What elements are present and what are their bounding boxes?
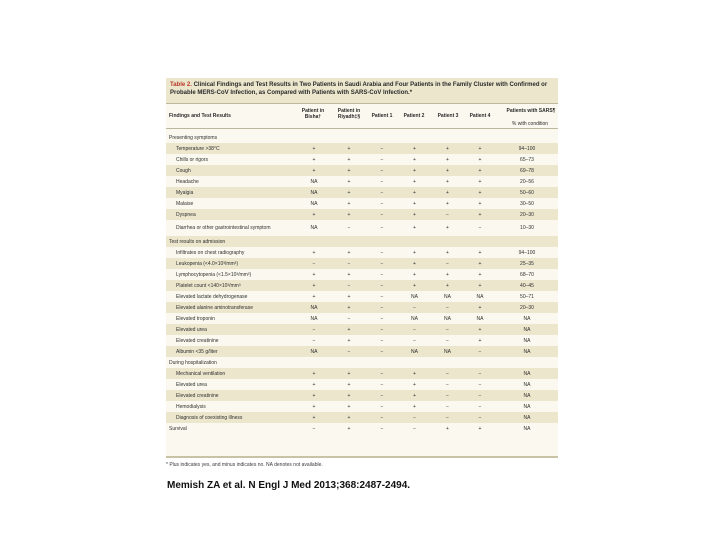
cell-value: 69–78 — [496, 165, 558, 176]
cell-value: + — [347, 156, 351, 163]
cell-value: 50–60 — [496, 187, 558, 198]
cell-value — [296, 132, 332, 143]
cell-value — [332, 132, 366, 143]
cell-value: − — [380, 293, 384, 300]
table-row — [166, 154, 558, 165]
cell-value: + — [312, 403, 316, 410]
col-patient-1: Patient 1 — [371, 113, 393, 119]
cell-value: NA — [496, 368, 558, 379]
row-label: Test results on admission — [166, 236, 296, 247]
cell-value: + — [413, 381, 416, 388]
cell-value: − — [366, 324, 398, 335]
col-findings: Findings and Test Results — [169, 113, 231, 119]
row-label: Survival — [169, 425, 187, 432]
cell-value: − — [366, 165, 398, 176]
table-row — [166, 209, 558, 220]
cell-value: + — [347, 249, 351, 256]
cell-value: − — [312, 337, 316, 344]
cell-value — [496, 132, 558, 143]
cell-value: − — [478, 381, 482, 388]
cell-value: + — [347, 271, 351, 278]
cell-value: + — [446, 271, 449, 278]
cell-value: + — [398, 390, 431, 401]
cell-value: + — [296, 280, 332, 291]
cell-value — [398, 132, 431, 143]
cell-value: − — [446, 403, 449, 410]
cell-value: − — [431, 258, 464, 269]
cell-value — [398, 357, 431, 368]
cell-value: + — [398, 209, 431, 220]
cell-value: NA — [310, 315, 318, 322]
cell-value: − — [380, 381, 384, 388]
cell-value: + — [347, 178, 351, 185]
row-label: Malaise — [176, 200, 194, 207]
col-riyadh: Patient in Riyadh‡§ — [337, 108, 361, 120]
table-caption: Clinical Findings and Test Results in Two Patients in Saudi Arabia and Four Patients in the Family Cluster with Confirmed or Probable MERS-CoV Infection, as Compared with Patients with SARS-CoV Infection.* — [170, 82, 548, 96]
cell-value: NA — [496, 346, 558, 357]
row-label: Elevated urea — [176, 381, 207, 388]
table-row — [166, 220, 558, 236]
cell-value: − — [380, 178, 384, 185]
cell-value: − — [366, 258, 398, 269]
row-label: Elevated creatinine — [176, 337, 219, 344]
cell-value: − — [431, 302, 464, 313]
cell-value: + — [312, 156, 316, 163]
cell-value: − — [366, 187, 398, 198]
cell-value: + — [446, 249, 449, 256]
cell-value: NA — [296, 187, 332, 198]
cell-value: − — [446, 381, 449, 388]
cell-value: + — [413, 200, 416, 207]
section-row — [166, 132, 558, 143]
table-row — [166, 176, 558, 187]
cell-value: + — [478, 425, 482, 432]
row-label: Elevated urea — [166, 324, 296, 335]
table-row — [166, 247, 558, 258]
cell-value: + — [431, 187, 464, 198]
cell-value: − — [366, 302, 398, 313]
cell-value: − — [332, 280, 366, 291]
cell-value: − — [464, 346, 496, 357]
cell-value: NA — [431, 346, 464, 357]
cell-value: NA — [296, 346, 332, 357]
column-headers — [166, 106, 558, 129]
cell-value: − — [464, 368, 496, 379]
table-row — [166, 401, 558, 412]
cell-value: + — [398, 187, 431, 198]
row-label: Cough — [166, 165, 296, 176]
cell-value: − — [312, 425, 316, 432]
cell-value — [296, 357, 332, 368]
cell-value: 65–73 — [520, 156, 534, 163]
cell-value: − — [431, 412, 464, 423]
cell-value: − — [398, 324, 431, 335]
panel-rule — [166, 456, 558, 458]
cell-value: + — [347, 293, 351, 300]
cell-value: + — [332, 302, 366, 313]
cell-value: − — [380, 337, 384, 344]
table-row — [166, 198, 558, 209]
cell-value: + — [464, 143, 496, 154]
cell-value: 25–35 — [496, 258, 558, 269]
cell-value — [398, 236, 431, 247]
cell-value: − — [464, 390, 496, 401]
cell-value: + — [464, 324, 496, 335]
table-row — [166, 368, 558, 379]
cell-value: + — [398, 280, 431, 291]
cell-value: − — [431, 390, 464, 401]
cell-value: + — [413, 225, 416, 231]
table-row — [166, 335, 558, 346]
cell-value: NA — [444, 315, 451, 322]
cell-value: − — [347, 225, 351, 231]
cell-value: NA — [496, 390, 558, 401]
cell-value: + — [478, 200, 482, 207]
cell-value: − — [380, 425, 384, 432]
cell-value: − — [366, 143, 398, 154]
table-row — [166, 346, 558, 357]
cell-value: − — [366, 209, 398, 220]
cell-value: + — [446, 156, 449, 163]
cell-value: − — [380, 225, 384, 231]
cell-value: + — [398, 143, 431, 154]
cell-value: − — [431, 324, 464, 335]
cell-value: − — [366, 412, 398, 423]
cell-value: + — [332, 209, 366, 220]
row-label: Albumin <35 g/liter — [166, 346, 296, 357]
cell-value: 30–50 — [520, 200, 534, 207]
cell-value: − — [366, 368, 398, 379]
row-label: Dyspnea — [166, 209, 296, 220]
cell-value: + — [446, 225, 449, 231]
row-label: Hemodialysis — [176, 403, 206, 410]
row-label: Diarrhea or other gastrointestinal symptom — [176, 225, 271, 231]
cell-value: − — [464, 412, 496, 423]
table-row — [166, 269, 558, 280]
row-label: Elevated creatinine — [166, 390, 296, 401]
cell-value: + — [398, 165, 431, 176]
cell-value: + — [347, 403, 351, 410]
cell-value — [431, 236, 464, 247]
cell-value: − — [366, 390, 398, 401]
citation: Memish ZA et al. N Engl J Med 2013;368:2487-2494. — [167, 480, 411, 491]
cell-value: − — [366, 280, 398, 291]
table-footnote: * Plus indicates yes, and minus indicates no. NA denotes not available. — [166, 462, 323, 468]
cell-value: 94–100 — [496, 143, 558, 154]
row-label: Myalgia — [166, 187, 296, 198]
table-row — [166, 390, 558, 401]
cell-value: NA — [310, 178, 318, 185]
cell-value: + — [413, 271, 416, 278]
cell-value: − — [296, 258, 332, 269]
cell-value — [464, 236, 496, 247]
cell-value: − — [478, 225, 482, 231]
cell-value: − — [446, 337, 449, 344]
cell-value: NA — [476, 293, 484, 300]
cell-value: + — [464, 165, 496, 176]
cell-value: + — [332, 165, 366, 176]
table-row — [166, 258, 558, 269]
row-label: Infiltrates on chest radiography — [176, 249, 245, 256]
row-label: Elevated troponin — [176, 315, 215, 322]
cell-value: + — [398, 368, 431, 379]
cell-value: 20–56 — [520, 178, 534, 185]
findings-table — [166, 132, 558, 434]
table-row — [166, 143, 558, 154]
col-patient-2: Patient 2 — [403, 113, 425, 119]
cell-value: + — [347, 425, 351, 432]
cell-value: − — [380, 200, 384, 207]
row-label: Lymphocytopenia (<1.5×10³/mm³) — [176, 271, 252, 278]
row-label: Presenting symptoms — [169, 134, 218, 141]
table-row — [166, 165, 558, 176]
cell-value: + — [332, 324, 366, 335]
section-row — [166, 357, 558, 368]
cell-value: + — [312, 293, 316, 300]
cell-value: − — [413, 425, 416, 432]
col-patient-4: Patient 4 — [469, 113, 491, 119]
cell-value: + — [413, 249, 416, 256]
cell-value: + — [347, 337, 351, 344]
cell-value: − — [380, 249, 384, 256]
cell-value: − — [380, 403, 384, 410]
cell-value — [332, 357, 366, 368]
table-title — [166, 78, 558, 104]
cell-value: NA — [523, 425, 531, 432]
cell-value: + — [431, 280, 464, 291]
cell-value: − — [380, 156, 384, 163]
cell-value: NA — [476, 315, 484, 322]
cell-value: 94–100 — [518, 249, 536, 256]
cell-value: NA — [523, 315, 531, 322]
cell-value: + — [464, 258, 496, 269]
table-row — [166, 291, 558, 302]
section-row — [166, 236, 558, 247]
row-label: Leukopenia (<4.0×10³/mm³) — [166, 258, 296, 269]
table-row — [166, 379, 558, 390]
cell-value: − — [380, 315, 384, 322]
cell-value: + — [413, 156, 416, 163]
cell-value: − — [431, 368, 464, 379]
cell-value: + — [332, 143, 366, 154]
cell-value: 40–45 — [496, 280, 558, 291]
cell-value: + — [464, 280, 496, 291]
table-label: Table 2. — [170, 82, 192, 88]
table-row — [166, 187, 558, 198]
cell-value: + — [312, 271, 316, 278]
row-label: Elevated alanine aminotransferase — [166, 302, 296, 313]
table-row — [166, 302, 558, 313]
cell-value: NA — [444, 293, 451, 300]
cell-value: − — [296, 324, 332, 335]
cell-value: NA — [296, 302, 332, 313]
cell-value: + — [413, 178, 416, 185]
cell-value — [296, 236, 332, 247]
cell-value: NA — [310, 200, 318, 207]
cell-value: + — [347, 200, 351, 207]
cell-value: + — [296, 165, 332, 176]
cell-value: + — [347, 381, 351, 388]
cell-value: + — [296, 412, 332, 423]
cell-value: 68–70 — [520, 271, 534, 278]
table-figure — [166, 78, 558, 458]
row-label: Elevated lactate dehydrogenase — [176, 293, 248, 300]
cell-value: − — [398, 302, 431, 313]
row-label: Mechanical ventilation — [166, 368, 296, 379]
section-row — [166, 423, 558, 434]
cell-value: NA — [411, 315, 418, 322]
cell-value: + — [464, 187, 496, 198]
cell-value — [464, 357, 496, 368]
cell-value — [496, 236, 558, 247]
cell-value: + — [296, 143, 332, 154]
cell-value: + — [478, 156, 482, 163]
cell-value: NA — [496, 412, 558, 423]
cell-value: + — [312, 249, 316, 256]
row-label: Temperature >38°C — [166, 143, 296, 154]
cell-value: − — [431, 209, 464, 220]
cell-value: − — [398, 412, 431, 423]
cell-value: + — [478, 178, 482, 185]
cell-value — [332, 236, 366, 247]
table-row — [166, 324, 558, 335]
cell-value: − — [380, 271, 384, 278]
cell-value: + — [332, 368, 366, 379]
cell-value: − — [347, 315, 351, 322]
cell-value: + — [413, 403, 416, 410]
cell-value: + — [332, 390, 366, 401]
cell-value — [464, 132, 496, 143]
cell-value: 50–71 — [520, 293, 534, 300]
cell-value: + — [446, 200, 449, 207]
row-label: Chills or rigors — [176, 156, 208, 163]
cell-value: NA — [496, 324, 558, 335]
cell-value: + — [296, 390, 332, 401]
col-bisha: Patient in Bisha† — [301, 108, 325, 120]
cell-value: − — [478, 403, 482, 410]
table-row — [166, 313, 558, 324]
cell-value: + — [332, 412, 366, 423]
cell-value: NA — [523, 381, 531, 388]
cell-value — [431, 132, 464, 143]
table-row — [166, 280, 558, 291]
cell-value: + — [478, 337, 482, 344]
cell-value: + — [478, 271, 482, 278]
cell-value: + — [398, 258, 431, 269]
cell-value: + — [332, 187, 366, 198]
cell-value — [496, 357, 558, 368]
cell-value: 10–30 — [520, 225, 534, 231]
cell-value: NA — [398, 346, 431, 357]
cell-value — [366, 132, 398, 143]
cell-value: + — [478, 249, 482, 256]
row-label: Platelet count <140×10³/mm³ — [166, 280, 296, 291]
cell-value — [431, 357, 464, 368]
cell-value: + — [464, 209, 496, 220]
cell-value: + — [296, 368, 332, 379]
cell-value — [366, 357, 398, 368]
cell-value: + — [431, 143, 464, 154]
row-label: Diagnosis of coexisting illness — [166, 412, 296, 423]
cell-value: + — [296, 209, 332, 220]
cell-value: + — [464, 302, 496, 313]
cell-value: + — [446, 425, 449, 432]
col-sars: Patients with SARS¶ — [506, 108, 556, 114]
cell-value: − — [366, 346, 398, 357]
cell-value: − — [413, 337, 416, 344]
cell-value: NA — [523, 403, 531, 410]
col-patient-3: Patient 3 — [437, 113, 459, 119]
cell-value: + — [312, 381, 316, 388]
cell-value: NA — [523, 337, 531, 344]
table-row — [166, 412, 558, 423]
cell-value: NA — [310, 225, 318, 231]
cell-value — [366, 236, 398, 247]
cell-value: + — [431, 165, 464, 176]
row-label: During hospitalization — [169, 359, 217, 366]
cell-value: − — [332, 346, 366, 357]
col-sars-unit: % with condition — [511, 121, 549, 127]
cell-value: − — [332, 258, 366, 269]
cell-value: + — [446, 178, 449, 185]
cell-value: NA — [411, 293, 418, 300]
cell-value: 20–30 — [496, 209, 558, 220]
cell-value: 20–30 — [496, 302, 558, 313]
row-label: Headache — [176, 178, 199, 185]
